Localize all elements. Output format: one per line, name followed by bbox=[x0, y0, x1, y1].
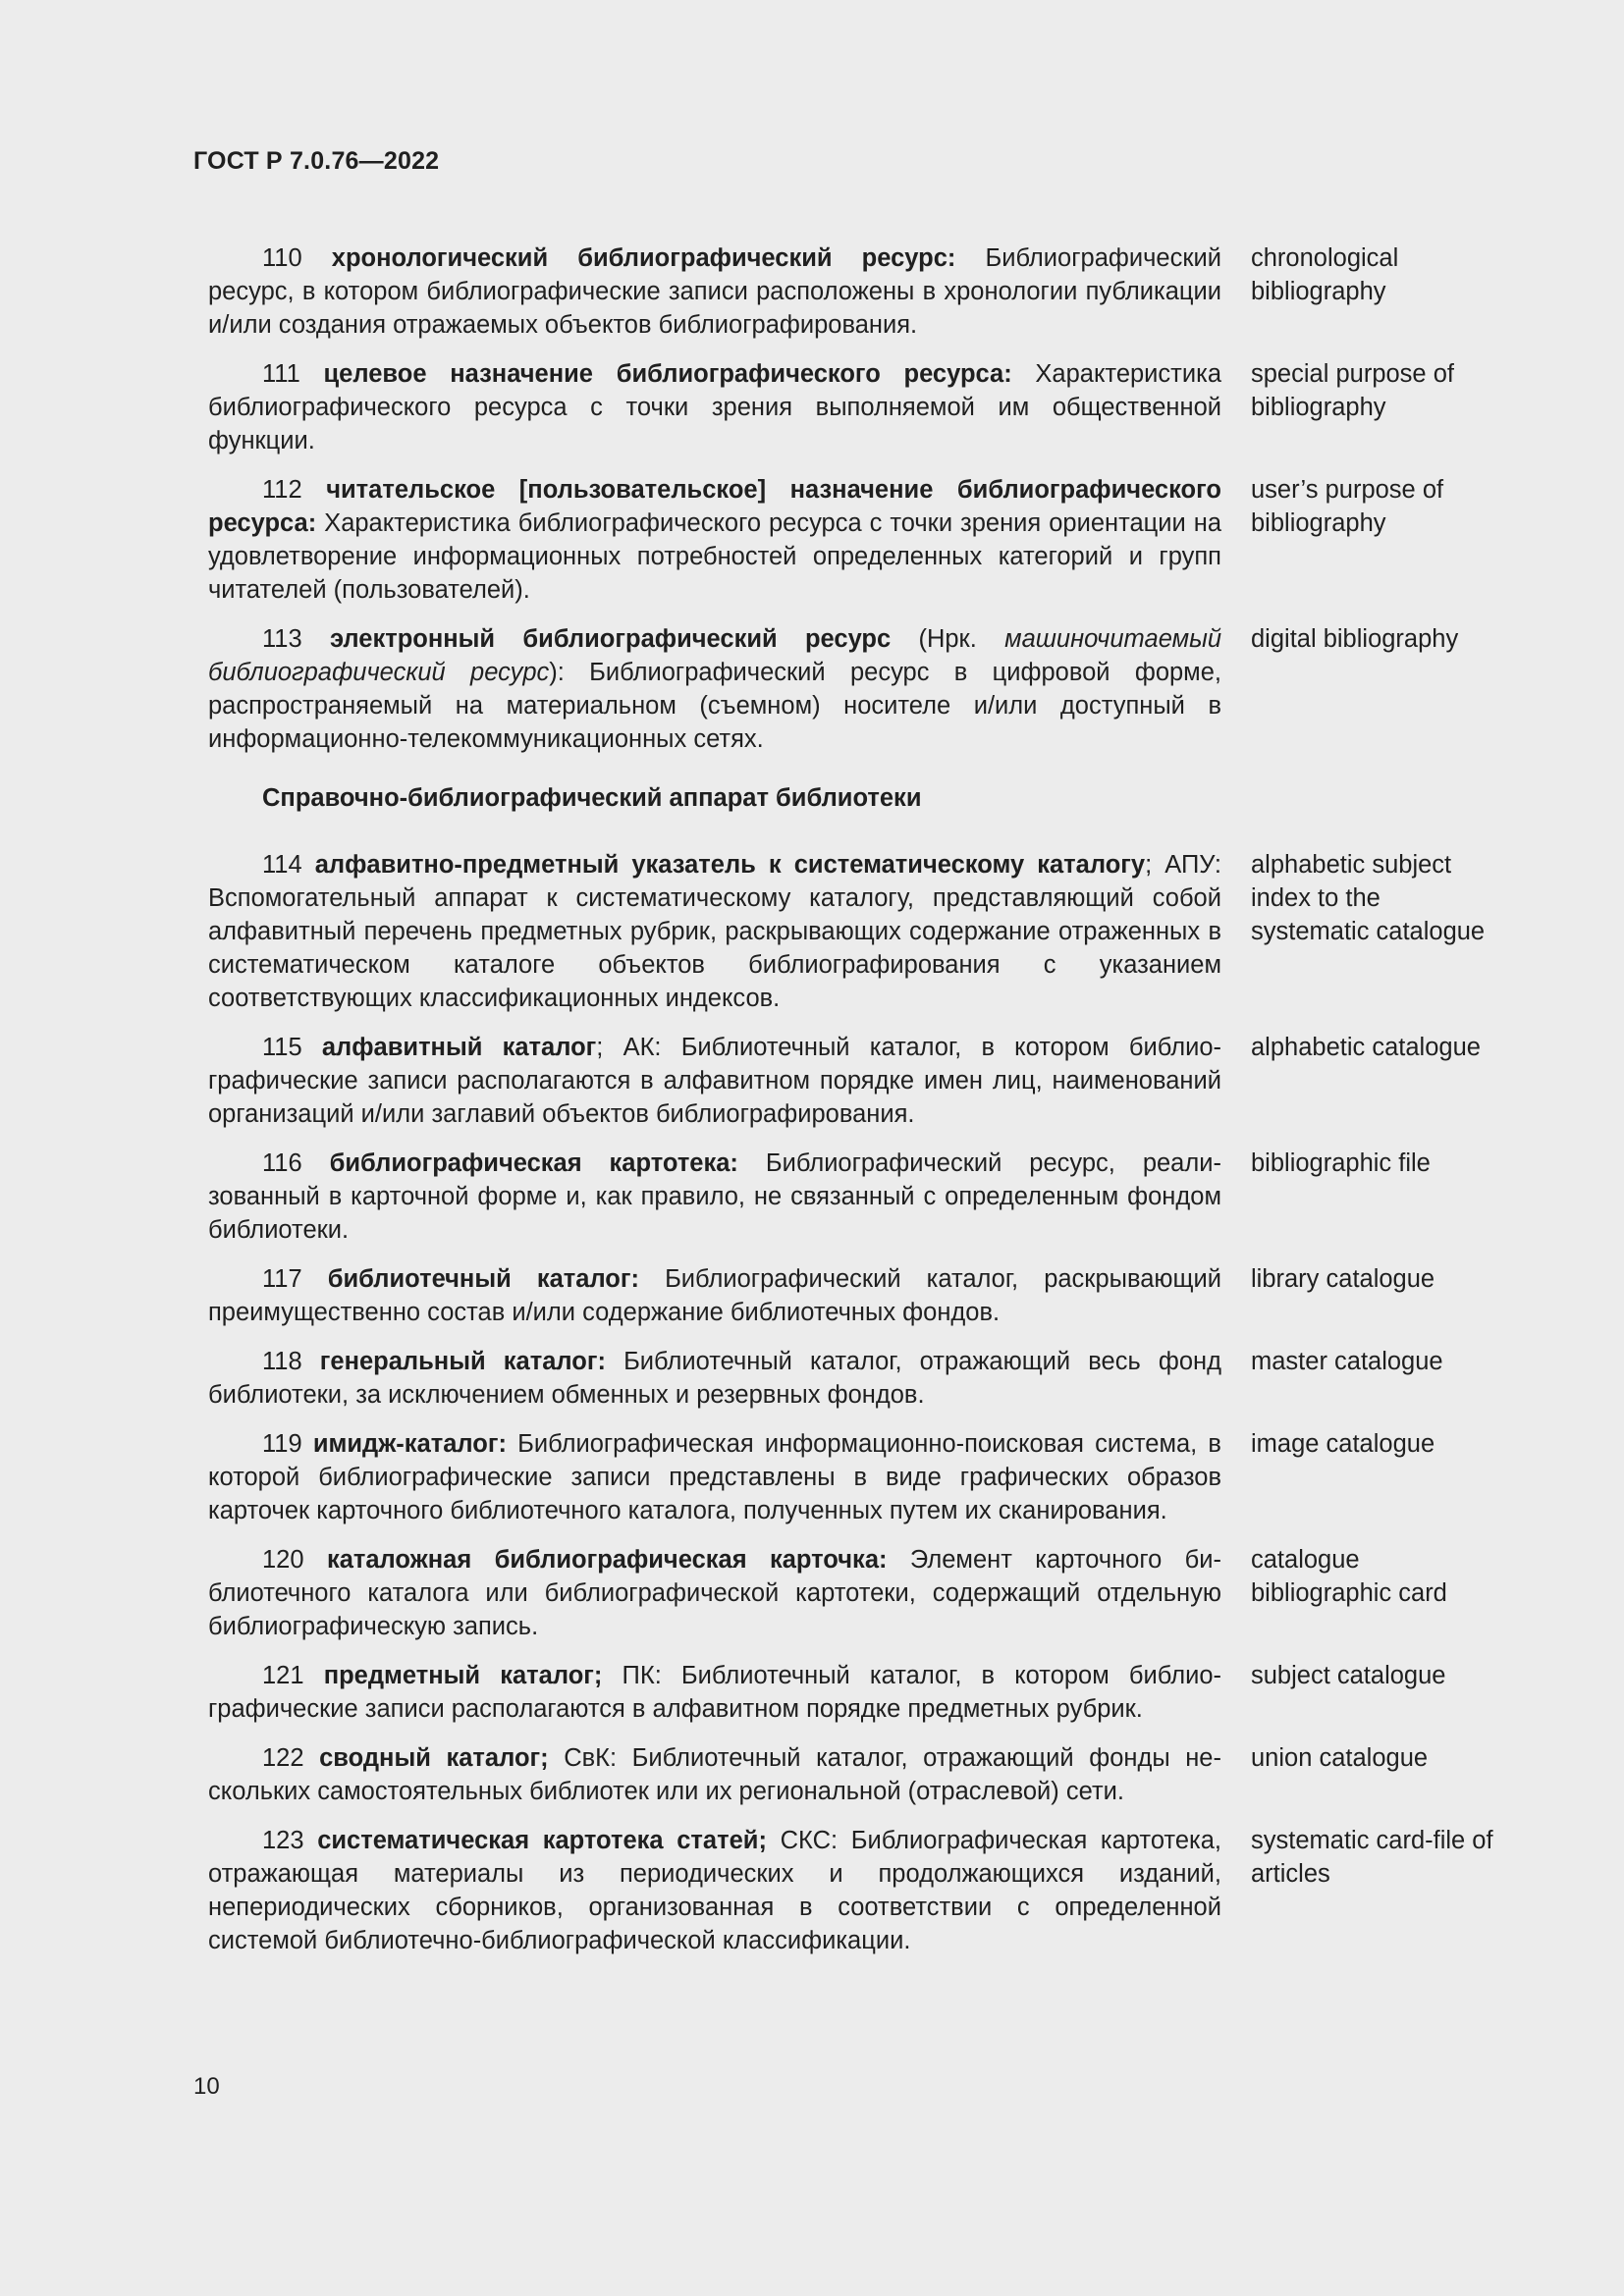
glossary-entry-122 bbox=[208, 1741, 1504, 1808]
entry-definition-ru bbox=[208, 1031, 1221, 1131]
entry-definition-text: Библиографический ресурс, реализованный в карточной форме и, как правило, не связанный с определенным фондом библиотеки. bbox=[208, 1149, 1221, 1244]
entry-definition-text: СКС: Библиографическая картотека, отражающая материалы из периодических и продолжающихся изданий, непериодических сборников, организованная в соответствии с определенной системой библиотечно-библиографической классификации. bbox=[208, 1827, 1221, 1954]
entry-number: 118 bbox=[262, 1348, 302, 1375]
entry-english-equivalent: catalogue bibliographic card bbox=[1251, 1546, 1447, 1607]
entry-definition-text: ПК: Библиотечный каталог, в котором библиографические записи располагаются в алфавитном порядке предметных рубрик. bbox=[208, 1662, 1222, 1723]
entry-definition-text: Библиографический ресурс, в котором библиографические записи расположены в хронологии публикации и/или создания отражаемых объектов библиографирования. bbox=[208, 244, 1221, 339]
entry-number: 110 bbox=[262, 244, 302, 272]
entry-definition-text: Библиографический каталог, раскрывающий преимущественно состав и/или содержание библиотечных фондов. bbox=[208, 1265, 1222, 1326]
entry-term-separator: ; bbox=[596, 1034, 623, 1061]
entry-number: 119 bbox=[262, 1430, 302, 1458]
entry-definition-ru bbox=[208, 241, 1221, 342]
entry-definition-text: СвК: Библиотечный каталог, отражающий фонды нескольких самостоятельных библиотек или их региональной (отраслевой) сети. bbox=[208, 1744, 1221, 1805]
entry-definition-ru bbox=[208, 473, 1221, 607]
entry-term: алфавитный каталог bbox=[321, 1034, 597, 1061]
glossary-entry-112 bbox=[208, 473, 1504, 607]
entry-term: библиотечный каталог: bbox=[327, 1265, 639, 1293]
entry-definition-ru bbox=[208, 357, 1221, 457]
entry-english-equivalent: systematic card-file of articles bbox=[1251, 1827, 1493, 1888]
entry-term: каталожная библиографическая карточка: bbox=[326, 1546, 888, 1574]
entry-definition-ru bbox=[208, 848, 1221, 1015]
entry-english-equivalent: bibliographic file bbox=[1251, 1149, 1431, 1177]
entry-english-equivalent: alphabetic subject index to the systematic catalogue bbox=[1251, 851, 1486, 945]
entry-definition-ru bbox=[208, 622, 1221, 756]
entry-english-equivalent: alphabetic catalogue bbox=[1251, 1034, 1481, 1061]
entry-english-equivalent: union catalogue bbox=[1251, 1744, 1429, 1772]
entry-term-separator bbox=[549, 1744, 565, 1772]
entry-definition-prefix: (Нрк. bbox=[891, 625, 1005, 653]
entry-term: читательское [пользовательское] назначение библиографического ресурса: bbox=[208, 476, 1221, 537]
entry-term: систематическая картотека статей; bbox=[317, 1827, 767, 1854]
entry-number: 113 bbox=[262, 625, 302, 653]
glossary-entry-118 bbox=[208, 1345, 1504, 1412]
entry-definition-text: ): Библиографический ресурс в цифровой форме, распространяемый на материальном (съемном) носителе и/или доступный в информационно-телекоммуникационных сетях. bbox=[208, 659, 1221, 753]
entry-definition-ru bbox=[208, 1427, 1221, 1527]
entry-term: сводный каталог; bbox=[319, 1744, 549, 1772]
entry-definition-text: Характеристика библиографического ресурса с точки зрения ориентации на удовлетворение информационных потребностей определенных категорий и групп читателей (пользователей). bbox=[208, 509, 1221, 604]
glossary-entry-114 bbox=[208, 848, 1504, 1015]
entry-term-separator bbox=[738, 1149, 766, 1177]
glossary-content bbox=[208, 241, 1504, 1973]
entry-english-equivalent: special purpose of bibliography bbox=[1251, 360, 1454, 421]
entry-definition-text: АПУ: Вспомогательный аппарат к систематическому каталогу, представляющий собой алфавитный перечень предметных рубрик, раскрывающих содержание отраженных в систематическом каталоге объектов библиографирования с указанием соответствующих классификационных индексов. bbox=[208, 851, 1221, 1012]
entry-english-equivalent: chronological bibliography bbox=[1251, 244, 1399, 305]
entry-term: имидж-каталог: bbox=[312, 1430, 507, 1458]
entry-term-separator bbox=[888, 1546, 910, 1574]
document-code-header: ГОСТ Р 7.0.76—2022 bbox=[193, 147, 440, 175]
entry-definition-ru bbox=[208, 1824, 1221, 1957]
entry-english-equivalent: digital bibliography bbox=[1251, 625, 1459, 653]
entry-number: 114 bbox=[262, 851, 302, 879]
entry-definition-text: АК: Библиотечный каталог, в котором библиографические записи располагаются в алфавитном порядке имен лиц, наименований организаций и/или заглавий объектов библиографирования. bbox=[208, 1034, 1222, 1128]
glossary-entry-119 bbox=[208, 1427, 1504, 1527]
entry-definition-ru bbox=[208, 1741, 1221, 1808]
entry-number: 115 bbox=[262, 1034, 302, 1061]
entry-definition-ru bbox=[208, 1543, 1221, 1643]
entry-definition-text: Характеристика библиографического ресурса с точки зрения выполняемой им общественной функции. bbox=[208, 360, 1221, 454]
entry-definition-ru bbox=[208, 1659, 1221, 1726]
glossary-entry-111 bbox=[208, 357, 1504, 457]
entry-number: 123 bbox=[262, 1827, 304, 1854]
entry-term: электронный библиографический ресурс bbox=[329, 625, 892, 653]
entry-term-separator bbox=[602, 1662, 622, 1689]
entry-term-separator bbox=[606, 1348, 623, 1375]
entry-term: предметный каталог; bbox=[323, 1662, 603, 1689]
entry-number: 116 bbox=[262, 1149, 302, 1177]
entry-english-equivalent: master catalogue bbox=[1251, 1348, 1443, 1375]
entry-english-equivalent: image catalogue bbox=[1251, 1430, 1435, 1458]
entry-definition-ru bbox=[208, 1147, 1221, 1247]
entry-term-separator bbox=[767, 1827, 781, 1854]
entry-term: хронологический библиографический ресурс: bbox=[331, 244, 956, 272]
entry-definition-ru bbox=[208, 1262, 1221, 1329]
entry-english-equivalent: library catalogue bbox=[1251, 1265, 1435, 1293]
page-number: 10 bbox=[193, 2073, 220, 2100]
entry-deprecated-synonym: машиночитаемый библиографический ресурс bbox=[208, 625, 1222, 686]
glossary-entry-117 bbox=[208, 1262, 1504, 1329]
entry-term-separator bbox=[639, 1265, 665, 1293]
entry-term: алфавитно-предметный указатель к систематическому каталогу bbox=[314, 851, 1146, 879]
entry-definition-text: Библиографическая информационно-поисковая система, в которой библиографические записи представлены в виде графических образов карточек карточного библиотечного каталога, полученных путем их сканирования. bbox=[208, 1430, 1221, 1524]
entry-term-separator: ; bbox=[1145, 851, 1165, 879]
entry-definition-text: Элемент карточного библиотечного каталога или библиографической картотеки, содержащий отдельную библиографическую запись. bbox=[208, 1546, 1222, 1640]
entry-number: 122 bbox=[262, 1744, 304, 1772]
glossary-entry-116 bbox=[208, 1147, 1504, 1247]
entry-definition-ru bbox=[208, 1345, 1221, 1412]
glossary-entry-121 bbox=[208, 1659, 1504, 1726]
entry-english-equivalent: subject catalogue bbox=[1251, 1662, 1446, 1689]
entry-number: 111 bbox=[262, 360, 300, 388]
entry-term: генеральный каталог: bbox=[319, 1348, 606, 1375]
glossary-entry-113 bbox=[208, 622, 1504, 756]
entry-term-separator bbox=[507, 1430, 517, 1458]
section-title: Справочно-библиографический аппарат библиотеки bbox=[262, 784, 922, 812]
glossary-group-bibliographic-resources bbox=[208, 241, 1504, 607]
entry-definition-text: Библиотечный каталог, отражающий весь фонд библиотеки, за исключением обменных и резервных фондов. bbox=[208, 1348, 1221, 1409]
glossary-entry-115 bbox=[208, 1031, 1504, 1131]
entry-number: 112 bbox=[262, 476, 302, 504]
entry-term: целевое назначение библиографического ресурса: bbox=[323, 360, 1012, 388]
glossary-entry-120 bbox=[208, 1543, 1504, 1643]
glossary-entry-123 bbox=[208, 1824, 1504, 1957]
glossary-entry-110 bbox=[208, 241, 1504, 342]
glossary-group-library-apparatus bbox=[208, 848, 1504, 1957]
entry-number: 120 bbox=[262, 1546, 304, 1574]
entry-english-equivalent: user’s purpose of bibliography bbox=[1251, 476, 1444, 537]
entry-term: библиографическая картотека: bbox=[329, 1149, 738, 1177]
entry-number: 121 bbox=[262, 1662, 304, 1689]
entry-number: 117 bbox=[262, 1265, 302, 1293]
